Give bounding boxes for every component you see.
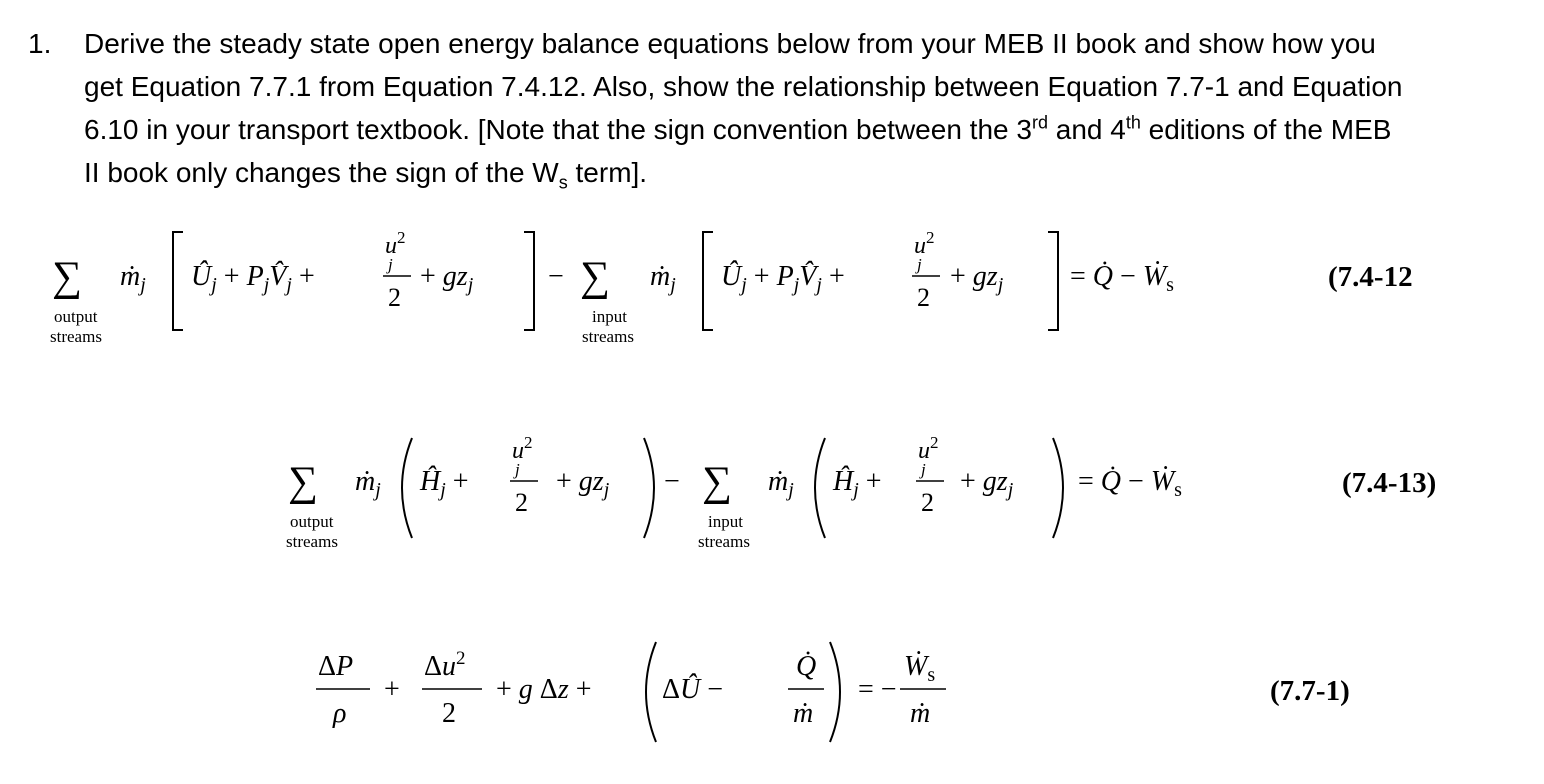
sum-symbol-output: ∑ — [52, 254, 82, 300]
left-paren-input — [815, 438, 825, 538]
question-text-part3: editions of the MEB II book only changes the sign of the W — [84, 114, 1392, 188]
under-input-line2: streams — [582, 327, 634, 346]
sum-symbol-input: ∑ — [580, 254, 610, 300]
denominator-2-output-2: 2 — [515, 488, 528, 517]
right-paren-output — [644, 438, 654, 538]
u-squared-num-output-2: $u^2$ — [512, 433, 533, 464]
u-squared-num-input-2: $u^2$ — [918, 433, 939, 464]
g-delta-z-term: + g Δz + — [496, 674, 592, 705]
under-output-line2-2: streams — [286, 532, 338, 551]
mdot-j-input: ṁ$_j$ — [650, 261, 676, 296]
gz-term-input: + $gz_j$ — [950, 261, 1004, 296]
under-input-line1: input — [592, 307, 627, 326]
gz-term-output-2: + $gz_j$ — [556, 466, 610, 501]
sum-symbol-output-2: ∑ — [288, 459, 318, 505]
q-dot-numerator: Q̇ — [796, 651, 817, 682]
under-input-line1-2: input — [708, 512, 743, 531]
bracket-term-output: $Û_j$ + $P_jV̂_j$ + — [191, 261, 315, 296]
u-sub-j-output: j — [388, 255, 393, 274]
question-number: 1. — [28, 28, 52, 59]
plus-1: + — [384, 674, 400, 705]
gz-term-input-2: + $gz_j$ — [960, 466, 1014, 501]
minus-sign-2: − — [664, 466, 680, 497]
question-text-part4: term]. — [567, 157, 648, 188]
sum-symbol-input-2: ∑ — [702, 459, 732, 505]
left-bracket-input — [703, 232, 713, 330]
w-dot-s-numerator: Ẇ$_s$ — [904, 651, 936, 686]
minus-sign-1: − — [548, 261, 564, 292]
u-squared-num-output: $u^2$ — [385, 228, 406, 259]
left-paren-output — [402, 438, 412, 538]
under-output-line2: streams — [50, 327, 102, 346]
equation-7-7-1 — [316, 642, 1350, 742]
ordinal-fourth-suffix: th — [1125, 112, 1141, 133]
rhs-q-minus-w: = Q̇ − Ẇ$_s$ — [1070, 261, 1174, 296]
equation-number-7-4-13: (7.4-13) — [1342, 467, 1437, 499]
m-dot-denominator-1: ṁ — [793, 698, 814, 729]
question-text-part1: Derive the steady state open energy balance equations below from your MEB II book and show how you get Equation 7.7.1 from Equation 7.4.12. Also, show the relationship between Equation 7.7-1 and Equation 6.10 in your transport textbook. [Note that the sign convention between the — [84, 28, 1403, 145]
left-paren-eq3 — [646, 642, 656, 742]
delta-u-hat-term: ΔÛ − — [662, 674, 724, 705]
u-sub-j-input: j — [917, 255, 922, 274]
u-sub-j-output-2: j — [515, 460, 520, 479]
u-squared-num-input: $u^2$ — [914, 228, 935, 259]
equation-7-4-13 — [286, 433, 1436, 551]
right-bracket-output — [524, 232, 534, 330]
equation-7-4-12 — [50, 228, 1413, 346]
ordinal-third-suffix: rd — [1031, 112, 1048, 133]
denominator-2-eq3: 2 — [442, 698, 456, 729]
right-paren-input — [1053, 438, 1063, 538]
w-subscript: s — [558, 172, 568, 193]
denominator-2-output: 2 — [388, 283, 401, 312]
u-sub-j-input-2: j — [921, 460, 926, 479]
m-dot-denominator-2: ṁ — [910, 698, 931, 729]
h-term-input: $Ĥ_j$ + — [833, 466, 882, 501]
equation-number-7-7-1: (7.7-1) — [1270, 675, 1350, 707]
mdot-j-output: ṁ$_j$ — [120, 261, 146, 296]
rho-denominator: ρ — [333, 698, 347, 729]
gz-term-output: + $gz_j$ — [420, 261, 474, 296]
ordinal-third-num: 3 — [1016, 114, 1032, 145]
mdot-j-output-2: ṁ$_j$ — [355, 466, 381, 501]
denominator-2-input-2: 2 — [921, 488, 934, 517]
h-term-output: $Ĥ_j$ + — [420, 466, 469, 501]
equals-minus: = − — [858, 674, 897, 705]
mdot-j-input-2: ṁ$_j$ — [768, 466, 794, 501]
under-input-line2-2: streams — [698, 532, 750, 551]
bracket-term-input: $Û_j$ + $P_jV̂_j$ + — [721, 261, 845, 296]
rhs-q-minus-w-2: = Q̇ − Ẇ$_s$ — [1078, 466, 1182, 501]
under-output-line1: output — [54, 307, 98, 326]
question-text-part2: and 4 — [1047, 114, 1126, 145]
left-bracket-output — [173, 232, 183, 330]
equation-number-7-4-12: (7.4-12 — [1328, 261, 1413, 293]
delta-p-numerator: ΔP — [318, 651, 354, 682]
delta-u2-numerator: $\Delta u^2$ — [424, 648, 466, 682]
right-bracket-input — [1048, 232, 1058, 330]
denominator-2-input: 2 — [917, 283, 930, 312]
under-output-line1-2: output — [290, 512, 334, 531]
right-paren-eq3 — [830, 642, 840, 742]
